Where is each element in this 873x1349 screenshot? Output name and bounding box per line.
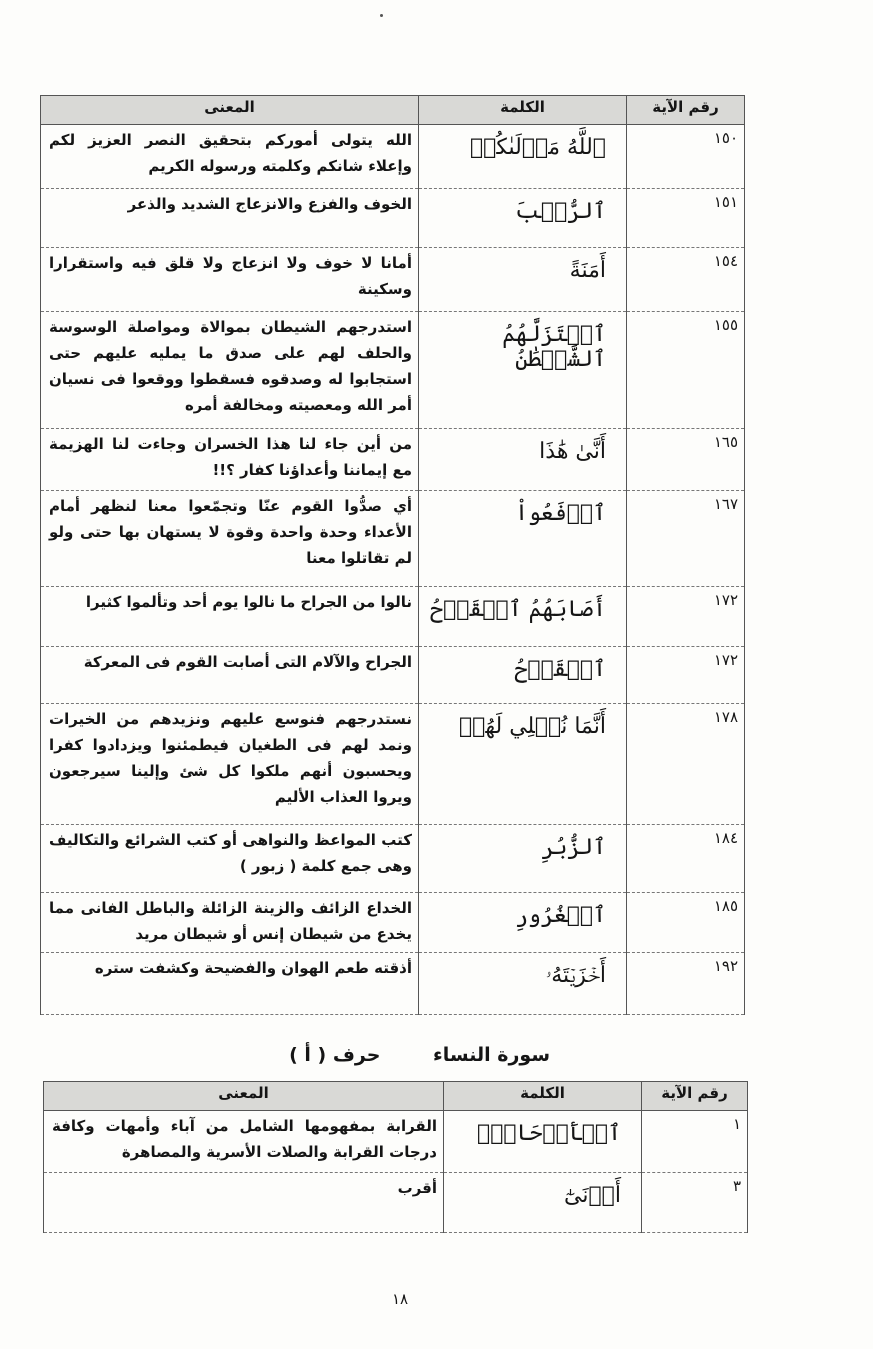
table-row	[41, 587, 745, 647]
table-row	[41, 189, 745, 248]
word-meaning: الخداع الزائف والزينة الزائلة والباطل الفانى مما يخدع من شيطان إنس أو شيطان مريد	[41, 893, 419, 953]
word-meaning: نالوا من الجراح ما نالوا يوم أحد وتألموا كثيرا	[41, 587, 419, 647]
word-meaning: الله يتولى أموركم بتحقيق النصر العزيز لكم وإعلاء شانكم وكلمته ورسوله الكريم	[41, 125, 419, 189]
vocabulary-table-al-imran	[40, 95, 745, 1015]
quran-word: ٱلرُّعۡبَ	[419, 189, 627, 248]
ayah-number: ١٦٧	[627, 491, 745, 587]
quran-word: ٱسۡتَزَلَّهُمُ ٱلشَّيۡطَٰنُ	[419, 312, 627, 429]
header-ayah-number: رقم الآية	[627, 96, 745, 125]
ayah-number: ١٥١	[627, 189, 745, 248]
word-meaning: أي صدُّوا القوم عنّا وتجمّعوا معنا لنظهر أمام الأعداء وحدة واحدة وقوة لا يستهان بها حتى ولو لم تقاتلوا معنا	[41, 491, 419, 587]
quran-word: أَمَنَةً	[419, 248, 627, 312]
table-row	[41, 647, 745, 704]
word-meaning: استدرجهم الشيطان بموالاة ومواصلة الوسوسة والحلف لهم على صدق ما يمليه عليهم حتى استجابوا له وصدقوه فسقطوا ووقعوا فى نسيان أمر الله ومعصيته ومخالفة أمره	[41, 312, 419, 429]
ayah-number: ١٥٤	[627, 248, 745, 312]
quran-word: ٱدۡفَعُواْ	[419, 491, 627, 587]
word-meaning: القرابة بمفهومها الشامل من آباء وأمهات وكافة درجات القرابة والصلات الأسرية والمصاهرة	[44, 1111, 444, 1173]
table-row	[41, 491, 745, 587]
word-meaning: أمانا لا خوف ولا انزعاج ولا قلق فيه واستقرارا وسكينة	[41, 248, 419, 312]
table-row	[44, 1173, 748, 1233]
letter-heading: حرف ( أ )	[289, 1044, 381, 1066]
table-row	[41, 429, 745, 491]
table-row	[41, 893, 745, 953]
table-row	[41, 953, 745, 1015]
quran-word: أَخۡزَيۡتَهُۥ	[419, 953, 627, 1015]
quran-word: ٱلۡأَرۡحَامَۚ	[444, 1111, 642, 1173]
table-row	[44, 1111, 748, 1173]
quran-word: ٱللَّهُ مَوۡلَىٰكُمۡ	[419, 125, 627, 189]
quran-word: أَدۡنَىٰٓ	[444, 1173, 642, 1233]
word-meaning: أذقته طعم الهوان والفضيحة وكشفت ستره	[41, 953, 419, 1015]
header-ayah-number: رقم الآية	[642, 1082, 748, 1111]
table-row	[41, 825, 745, 893]
ayah-number: ١٥٠	[627, 125, 745, 189]
word-meaning: الخوف والفزع والانزعاج الشديد والذعر	[41, 189, 419, 248]
header-meaning: المعنى	[41, 96, 419, 125]
ayah-number: ١٧٨	[627, 704, 745, 825]
quran-word: ٱلۡقَرۡحُ	[419, 647, 627, 704]
header-word: الكلمة	[444, 1082, 642, 1111]
word-meaning: نستدرجهم فنوسع عليهم ونزيدهم من الخيرات ونمد لهم فى الطغيان فيطمئنوا ويزدادوا كفرا ويحسبون أنهم ملكوا كل شئ وإلينا سيرجعون ويروا العذاب الأليم	[41, 704, 419, 825]
table-row	[41, 248, 745, 312]
word-meaning: من أين جاء لنا هذا الخسران وجاءت لنا الهزيمة مع إيماننا وأعداؤنا كفار ؟!!	[41, 429, 419, 491]
ayah-number: ١٩٢	[627, 953, 745, 1015]
ayah-number: ١٧٢	[627, 587, 745, 647]
header-meaning: المعنى	[44, 1082, 444, 1111]
page-number: ١٨	[391, 1290, 409, 1308]
quran-word: أَصَابَهُمُ ٱلۡقَرۡحُ	[419, 587, 627, 647]
quran-word: أَنَّمَا نُمۡلِي لَهُمۡ	[419, 704, 627, 825]
quran-word: ٱلزُّبُرِ	[419, 825, 627, 893]
table-header	[44, 1082, 748, 1111]
section-title	[250, 1044, 550, 1066]
ayah-number: ٣	[642, 1173, 748, 1233]
quran-word: أَنَّىٰ هَٰذَا	[419, 429, 627, 491]
ayah-number: ١٦٥	[627, 429, 745, 491]
ayah-number: ١٨٥	[627, 893, 745, 953]
ayah-number: ١٧٢	[627, 647, 745, 704]
table-row	[41, 704, 745, 825]
header-word: الكلمة	[419, 96, 627, 125]
scan-dot	[380, 14, 383, 17]
word-meaning: أقرب	[44, 1173, 444, 1233]
ayah-number: ١	[642, 1111, 748, 1173]
table-row	[41, 312, 745, 429]
vocabulary-table-an-nisa	[43, 1081, 748, 1233]
ayah-number: ١٥٥	[627, 312, 745, 429]
word-meaning: كتب المواعظ والنواهى أو كتب الشرائع والتكاليف وهى جمع كلمة ( زبور )	[41, 825, 419, 893]
table-header	[41, 96, 745, 125]
quran-word: ٱلۡغُرُورِ	[419, 893, 627, 953]
ayah-number: ١٨٤	[627, 825, 745, 893]
surah-name: سورة النساء	[433, 1044, 550, 1066]
word-meaning: الجراح والآلام التى أصابت القوم فى المعركة	[41, 647, 419, 704]
table-row	[41, 125, 745, 189]
